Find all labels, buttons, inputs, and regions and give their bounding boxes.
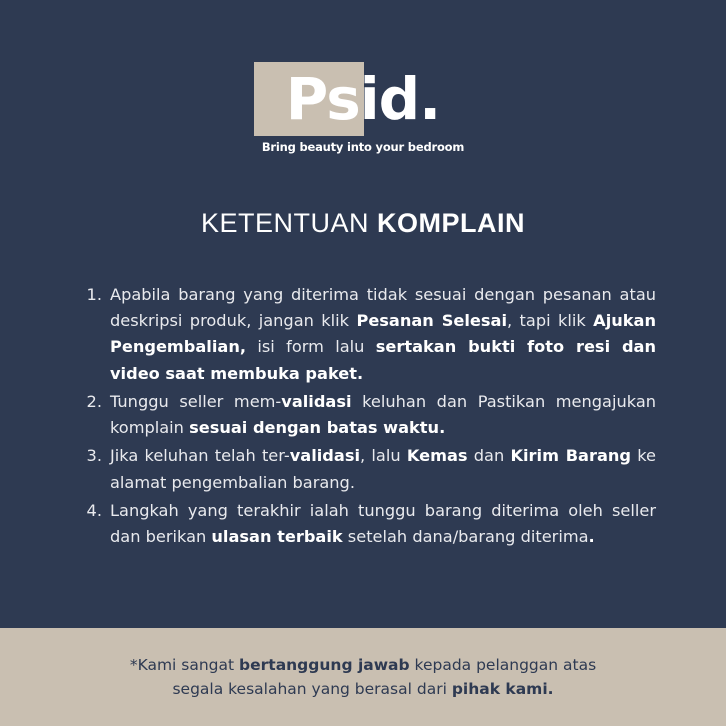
emphasis-text: validasi [281, 391, 352, 411]
body-text: Langkah yang terakhir ialah tunggu barang diterima oleh seller dan berikan [110, 500, 656, 547]
list-item-number: 1. [86, 285, 102, 304]
body-text: isi form lalu [246, 337, 376, 357]
list-item-number: 2. [86, 391, 102, 411]
body-text: keluhan dan Pastikan mengajukan komplain [110, 391, 656, 438]
emphasis-text: validasi [289, 446, 361, 466]
footer-line-2 [172, 677, 553, 701]
footer-line-1 [130, 653, 596, 677]
body-text: ke alamat pengembalian barang. [110, 446, 656, 492]
terms-list [78, 282, 656, 552]
page-title-light: KETENTUAN [200, 208, 378, 238]
body-text: dan [467, 446, 511, 466]
emphasis-text: Ajukan Pengembalian, [110, 311, 656, 357]
body-text: Jika keluhan telah ter- [110, 446, 290, 466]
emphasis-text: Pesanan Selesai [356, 311, 507, 331]
list-item [78, 498, 656, 550]
emphasis-text: Kirim Barang [510, 446, 631, 466]
body-text: , tapi klik [507, 311, 594, 331]
emphasis-text: ulasan terbaik [211, 527, 343, 547]
emphasis-text: sertakan bukti foto resi dan video saat membuka paket. [110, 337, 656, 383]
list-item-text [110, 498, 656, 550]
list-item-number: 3. [86, 446, 102, 466]
body-text: , lalu [360, 446, 407, 466]
emphasis-text: sesuai dengan batas waktu. [189, 418, 446, 438]
emphasis-text: pihak kami. [451, 680, 554, 698]
list-item [78, 443, 656, 495]
page-title-bold: KOMPLAIN [377, 208, 526, 238]
logo-block [254, 62, 472, 136]
body-text: setelah dana/barang diterima [342, 527, 589, 547]
logo-tagline: Bring beauty into your bedroom [261, 140, 465, 154]
body-text: segala kesalahan yang berasal dari [172, 680, 452, 698]
list-item [78, 389, 656, 441]
list-item [78, 282, 656, 387]
list-item-text [110, 389, 656, 441]
body-text: Tunggu seller mem- [110, 391, 282, 411]
footer-note [0, 628, 726, 726]
emphasis-text: bertanggung jawab [239, 655, 410, 674]
body-text: Apabila barang yang diterima tidak sesuai dengan pesanan atau deskripsi produk, jangan klik [110, 285, 656, 331]
page-title [0, 208, 726, 239]
emphasis-text: Kemas [406, 446, 468, 466]
brand-logo [0, 62, 726, 154]
body-text: *Kami sangat [129, 655, 240, 674]
body-text: kepada pelanggan atas [409, 655, 597, 674]
list-item-text [110, 282, 656, 387]
logo-brand-text: Psid. [285, 65, 441, 133]
list-item-number: 4. [86, 500, 102, 520]
list-item-text [110, 443, 656, 495]
emphasis-text: . [588, 527, 595, 547]
